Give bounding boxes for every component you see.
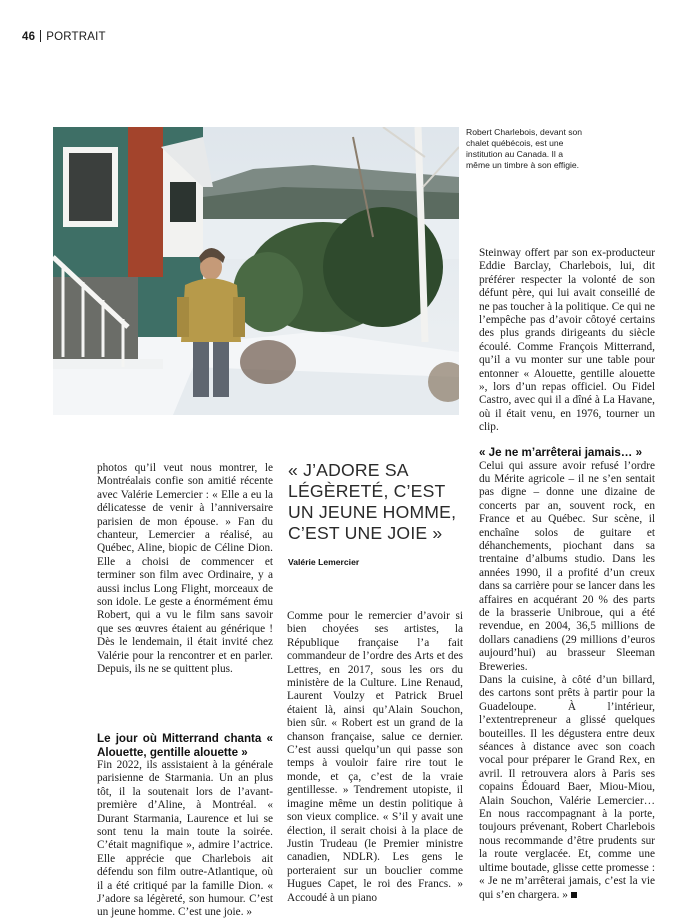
column-3-text: Steinway offert par son ex-producteur Eddie Barclay, Charlebois, lui, dit préférer respecter la volonté de son défunt père, qui lui avait conseillé de ne pas toucher à la politique. Ce qui ne l’empêche pas d’avoir côtoyé certains des plus grands dirigeants du siècle écoulé. Comme François Mitterrand, qu’il a vu monter sur une table pour entonner « Alouette, gentille alouette », lors d’un repas officiel. Ou Fidel Castro, avec qui il a dîné à La Havane, où il était venu, en 1976, tourner un clip.	[479, 247, 655, 434]
column-2-text: Comme pour le remercier d’avoir si bien choyées ses artistes, la République française l’a fait commandeur de l’ordre des Arts et des Lettres, en 2017, sous les ors du ministère de la Culture. Line Renaud, Laurent Voulzy et Patrick Bruel étaient là, ainsi qu’Alain Souchon, bien sûr. « Robert est un grand de la chanson française, salue ce dernier. C’est aussi quelqu’un qui passe son temps à vouloir faire rire tout le monde, et ça, c’est de la vraie gentillesse. » Tendrement utopiste, il imagine même un destin politique à son vieux complice. « S’il y avait une élection, il serait choisi à la place de Justin Trudeau (le Premier ministre canadien, NDLR). Les gens le porteraient sur un bouclier comme Hugues Capet, le roi des Francs. » Accoudé à un piano	[287, 610, 463, 904]
folio-divider	[40, 30, 41, 42]
section-2-heading: « Je ne m’arrêterai jamais… »	[479, 446, 643, 459]
section-1-heading: Le jour où Mitterrand chanta « Alouette, gentille alouette »	[97, 732, 273, 759]
section-2	[479, 446, 655, 902]
page-number: 46	[22, 31, 36, 43]
feature-photo	[53, 127, 459, 415]
folio	[22, 30, 106, 43]
section-1-text: Fin 2022, ils assistaient à la générale parisienne de Starmania. Un an plus tôt, il la soutenait lors de l’avant-première d’Aline, à Montréal. « Durant Starmania, Laurence et lui se sont tenu la main toute la soirée. C’était magnifique », admire l’actrice. Elle apprécie que Charlebois ait défendu son film outre-Atlantique, où il a été critiqué par la famille Dion. « J’adore sa légèreté, son humour. C’est un jeune homme. C’est une joie. »	[97, 759, 273, 919]
section-1	[97, 732, 273, 920]
column-1	[97, 462, 273, 677]
column-1-text: photos qu’il veut nous montrer, le Montréalais confie son amitié récente avec Valérie Lemercier : « Elle a eu la délicatesse de venir à l’anniversaire parisien de mon épouse. » Fan du chanteur, Lemercier a réalisé, au Québec, Aline, biopic de Céline Dion. Elle a choisi de commencer et terminer son film avec Ordinaire, y a aussi inclus Long Flight, morceaux de son idole. Le geste a énormément ému Robert, qui a vu le film sans savoir que ses œuvres étaient au générique ! Dès le lendemain, il était invité chez Valérie pour la rencontrer et en parler. Depuis, ils ne se quittent plus.	[97, 462, 273, 676]
end-mark-icon	[571, 892, 577, 898]
section-label: PORTRAIT	[46, 31, 106, 43]
section-2-closing-text: Dans la cuisine, à côté d’un billard, des cartons sont prêts à partir pour la Guadeloupe. À l’intérieur, l’extentrepreneur a glissé quelques bouteilles. Il les dégustera entre deux séances à distance avec son coach vocal pour préparer le Grand Rex, en avril. Il retrouvera alors à Paris ses copains Édouard Baer, Miou-Miou, Alain Souchon, Valérie Lemercier… En nous raccompagnant à la porte, toujours prévenant, Robert Charlebois nous recommande d’être prudents sur la route verglacée. Et, comme une ultime boutade, glisse cette promesse : « Je ne m’arrêterai jamais, c’est la vie qui s’en chargera. »	[479, 674, 655, 901]
pullquote-author: Valérie Lemercier	[288, 557, 360, 567]
photo-caption: Robert Charlebois, devant son chalet québécois, est une institution au Canada. Il a même un timbre à son effigie.	[466, 127, 583, 170]
column-3	[479, 247, 655, 435]
column-2	[287, 610, 463, 905]
section-2-text: Celui qui assure avoir refusé l’ordre du Mérite agricole – il ne s’en sentait pas digne – donne une dizaine de concerts par an, souvent rock, en France et au Québec. Sur scène, il enchaîne solos de guitare et déhanchements, piochant dans sa trentaine d’albums studio. Dans les années 1990, il a profité d’un creux dans sa carrière pour se lancer dans les affaires en acquérant 20 % des parts de la brasserie Unibroue, qui a été revendue, en 2004, 36,5 millions de dollars canadiens (29 millions d’euros aujourd’hui) au brasseur Sleeman Breweries.	[479, 459, 655, 673]
pullquote: « J’ADORE SA LÉGÈRETÉ, C’EST UN JEUNE HOMME, C’EST UNE JOIE »	[288, 460, 457, 543]
photo-robert-charlebois-chalet-icon	[53, 127, 459, 415]
section-2-text-2	[479, 674, 655, 902]
